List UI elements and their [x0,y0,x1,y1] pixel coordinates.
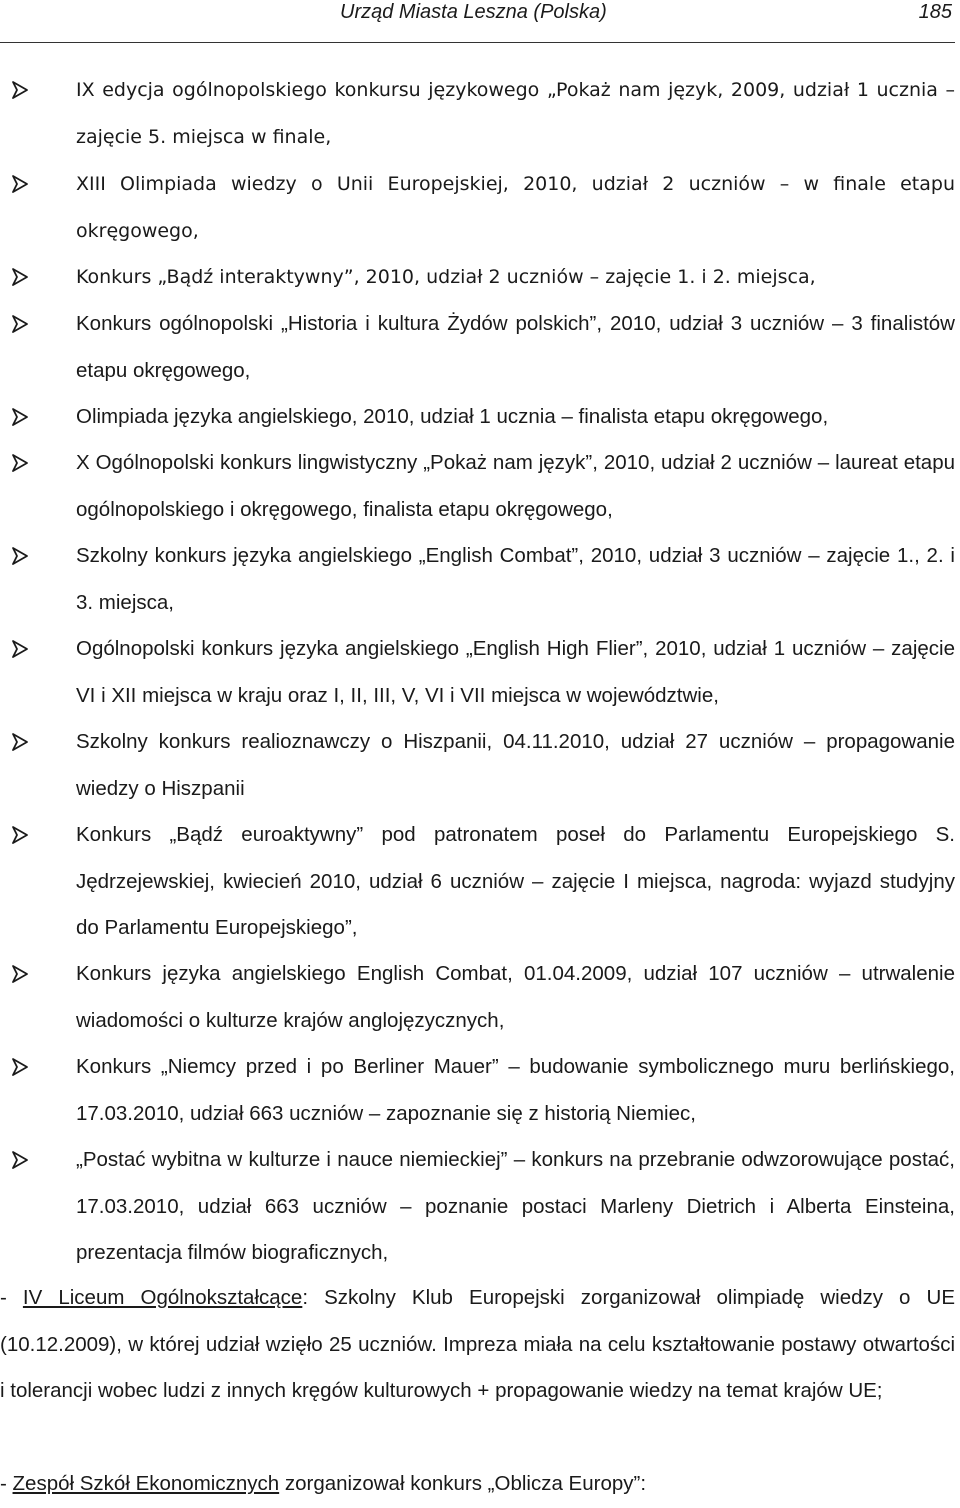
arrow-bullet-icon [10,546,30,566]
list-item-text: Konkurs języka angielskiego English Combat, 01.04.2009, udział 107 uczniów – utrwalenie wiadomości o kulturze krajów anglojęzycznych, [76,962,955,1032]
org-name: Zespół Szkół Ekonomicznych [12,1472,280,1495]
list-item-text: IX edycja ogólnopolskiego konkursu językowego „Pokaż nam język, 2009, udział 1 ucznia – zajęcie 5. miejsca w finale, [76,79,955,148]
arrow-bullet-icon [10,732,30,752]
paragraph-liceum [0,1275,955,1415]
paragraph-prefix: - [0,1286,23,1309]
list-item [0,254,955,301]
header-title: Urząd Miasta Leszna (Polska) [340,1,607,23]
list-item-text: X Ogólnopolski konkurs lingwistyczny „Pokaż nam język”, 2010, udział 2 uczniów – laureat etapu ogólnopolskiego i okręgowego, finalista etapu okręgowego, [76,451,955,521]
list-item-text: Konkurs „Niemcy przed i po Berliner Mauer” – budowanie symbolicznego muru berlińskiego, 17.03.2010, udział 663 uczniów – zapoznanie się z historią Niemiec, [76,1055,955,1125]
list-item [0,533,955,627]
page-number: 185 [918,1,952,23]
list-item [0,1044,955,1138]
arrow-bullet-icon [10,174,30,194]
list-item [0,394,955,441]
list-item [0,440,955,534]
arrow-bullet-icon [10,267,30,287]
list-item-text: Konkurs ogólnopolski „Historia i kultura Żydów polskich”, 2010, udział 3 uczniów – 3 finalistów etapu okręgowego, [76,312,955,382]
arrow-bullet-icon [10,964,30,984]
page-header [0,0,955,43]
list-item-text: Konkurs „Bądź euroaktywny” pod patronatem poseł do Parlamentu Europejskiego S. Jędrzejewskiej, kwiecień 2010, udział 6 uczniów – zajęcie I miejsca, nagroda: wyjazd studyjny do Parlamentu Europejskiego”, [76,823,955,939]
list-item-text: „Postać wybitna w kulturze i nauce niemieckiej” – konkurs na przebranie odwzorowujące postać, 17.03.2010, udział 663 uczniów – poznanie postaci Marleny Dietrich i Alberta Einsteina, prezentacja filmów biograficznych, [76,1148,955,1264]
list-item [0,161,955,255]
arrow-bullet-icon [10,407,30,427]
arrow-bullet-icon [10,1150,30,1170]
list-item-text: Konkurs „Bądź interaktywny”, 2010, udział 2 uczniów – zajęcie 1. i 2. miejsca, [76,266,816,288]
list-item [0,1137,955,1277]
paragraph-text: : Szkolny Klub Europejski zorganizował olimpiadę wiedzy o UE (10.12.2009), w której udział wzięło 25 uczniów. Impreza miała na celu kształtowanie postawy otwartości i tolerancji wobec ludzi z innych kręgów kulturowych + propagowanie wiedzy na temat krajów UE; [0,1286,956,1402]
list-item [0,67,955,161]
org-name: IV Liceum Ogólnokształcące [22,1286,303,1309]
list-item [0,301,955,395]
arrow-bullet-icon [10,314,30,334]
list-item-text: Olimpiada języka angielskiego, 2010, udział 1 ucznia – finalista etapu okręgowego, [76,405,829,428]
list-item-text: Szkolny konkurs realioznawczy o Hiszpanii, 04.11.2010, udział 27 uczniów – propagowanie wiedzy o Hiszpanii [76,730,955,800]
paragraph-prefix: - [0,1472,13,1495]
list-item [0,719,955,813]
arrow-bullet-icon [10,1057,30,1077]
arrow-bullet-icon [10,453,30,473]
list-item [0,812,955,952]
list-item [0,626,955,720]
list-item-text: XIII Olimpiada wiedzy o Unii Europejskiej, 2010, udział 2 uczniów – w finale etapu okręgowego, [76,173,955,242]
arrow-bullet-icon [10,639,30,659]
list-item-text: Ogólnopolski konkurs języka angielskiego „English High Flier”, 2010, udział 1 uczniów – zajęcie VI i XII miejsca w kraju oraz I, II, III, V, VI i VII miejsca w województwie, [76,637,955,707]
list-item-text: Szkolny konkurs języka angielskiego „English Combat”, 2010, udział 3 uczniów – zajęcie 1., 2. i 3. miejsca, [76,544,955,614]
paragraph-text: zorganizował konkurs „Oblicza Europy”: [279,1472,647,1495]
arrow-bullet-icon [10,825,30,845]
paragraph-zse [0,1461,955,1508]
arrow-bullet-icon [10,80,30,100]
list-item [0,951,955,1045]
